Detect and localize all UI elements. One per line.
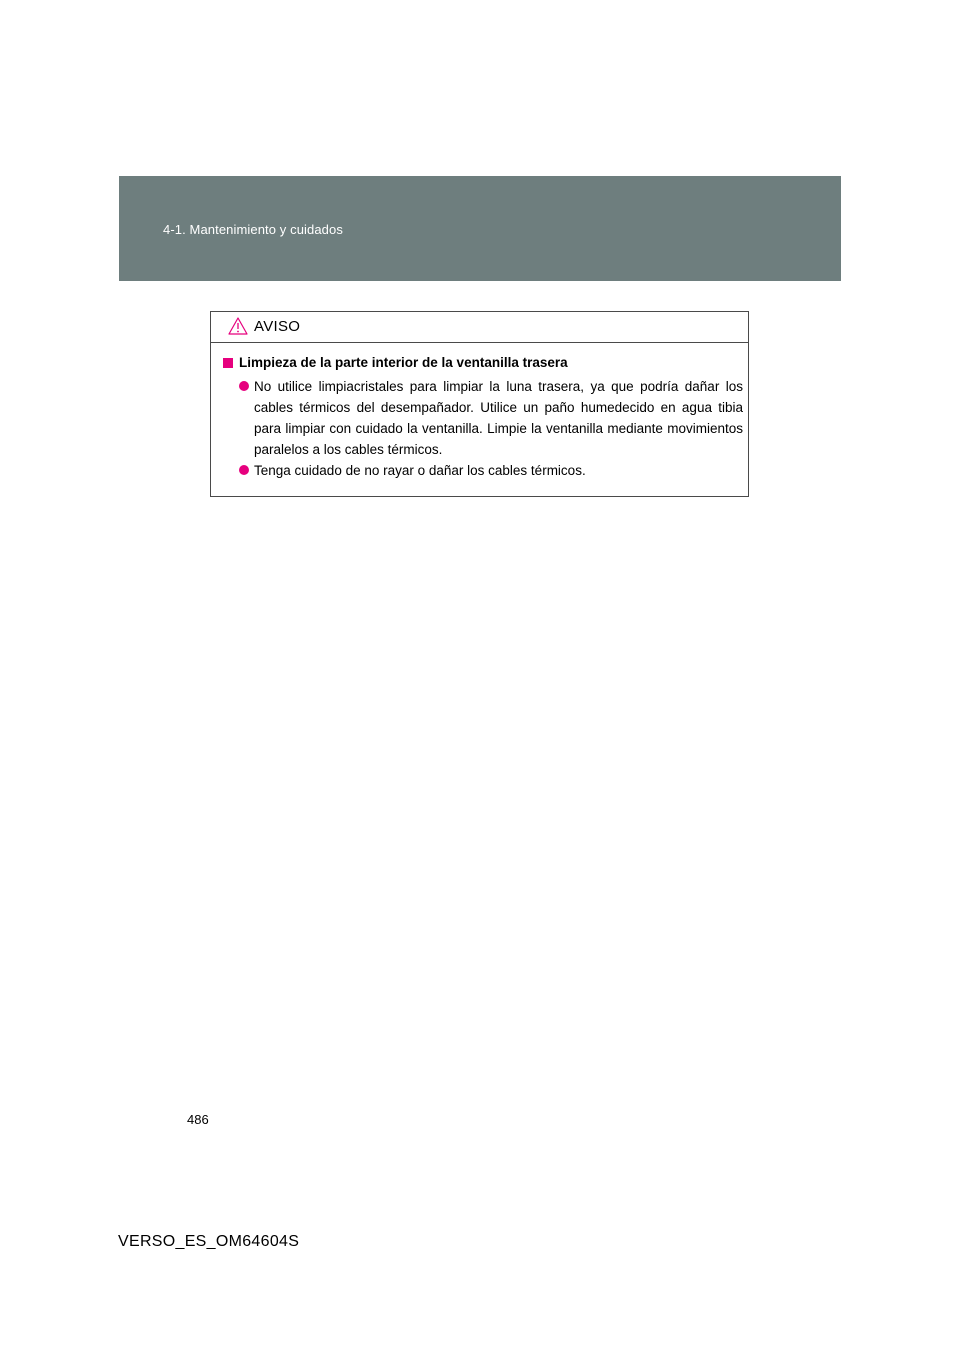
warning-triangle-icon <box>228 317 248 335</box>
circle-bullet-icon <box>239 465 249 475</box>
page-number: 486 <box>187 1112 209 1127</box>
warning-title-row <box>211 312 748 343</box>
warning-box <box>210 311 749 497</box>
section-heading-text: Limpieza de la parte interior de la ventanilla trasera <box>239 355 568 370</box>
square-bullet-icon <box>223 358 233 368</box>
section-heading <box>223 355 568 370</box>
circle-bullet-icon <box>239 381 249 391</box>
list-item <box>241 460 743 481</box>
document-code: VERSO_ES_OM64604S <box>118 1233 300 1250</box>
header-band <box>119 176 841 281</box>
list-item-text: No utilice limpiacristales para limpiar la luna trasera, ya que podría dañar los cables térmicos del desempañador. Utilice un paño humedecido en agua tibia para limpiar con cuidado la ventanilla. Limpie la ventanilla mediante movimientos paralelos a los cables térmicos. <box>254 379 743 457</box>
warning-title: AVISO <box>254 318 301 335</box>
section-title: 4-1. Mantenimiento y cuidados <box>163 222 343 237</box>
list-item-text: Tenga cuidado de no rayar o dañar los cables térmicos. <box>254 463 586 478</box>
list-item <box>241 376 743 460</box>
